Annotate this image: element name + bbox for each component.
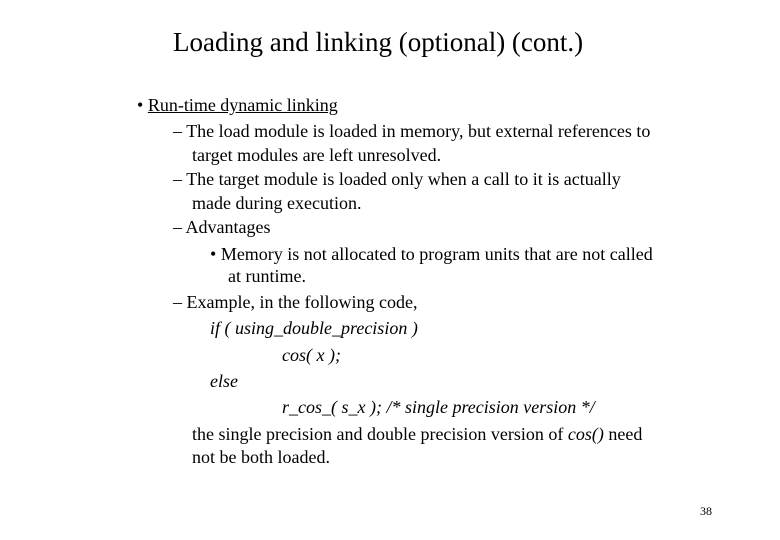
dash-marker: – xyxy=(173,121,182,141)
code-line: cos( x ); xyxy=(282,345,341,365)
function-name: cos() xyxy=(567,424,604,444)
dash-marker: – xyxy=(173,217,182,237)
code-line: if ( using_double_precision ) xyxy=(210,318,418,338)
sub-list-item-continuation: at runtime. xyxy=(228,266,306,286)
page-number: 38 xyxy=(700,504,712,518)
bullet-line xyxy=(137,93,338,117)
closing-line xyxy=(192,422,642,446)
closing-text: the single precision and double precision version of xyxy=(192,424,568,444)
closing-line-continuation: not be both loaded. xyxy=(192,447,330,467)
list-item xyxy=(173,290,417,314)
dash-marker: – xyxy=(173,169,182,189)
sub-list-item xyxy=(210,242,653,266)
closing-text-end: need xyxy=(603,424,643,444)
sub-bullet-marker: • xyxy=(210,244,217,264)
item-text: The target module is loaded only when a call to it is actually xyxy=(186,169,621,189)
bullet-heading: Run-time dynamic linking xyxy=(147,95,338,115)
bullet-marker: • xyxy=(137,95,144,115)
item-text: Advantages xyxy=(185,217,271,237)
dash-marker: – xyxy=(173,292,182,312)
list-item-continuation: target modules are left unresolved. xyxy=(192,145,442,165)
slide-title: Loading and linking (optional) (cont.) xyxy=(173,27,584,57)
sub-item-text: Memory is not allocated to program units that are not called xyxy=(220,244,653,264)
list-item xyxy=(173,119,650,143)
list-item xyxy=(173,167,621,191)
list-item xyxy=(173,215,271,239)
code-line: else xyxy=(210,371,238,391)
code-line: r_cos_( s_x ); /* single precision version */ xyxy=(282,397,595,417)
list-item-continuation: made during execution. xyxy=(192,193,362,213)
item-text: Example, in the following code, xyxy=(186,292,418,312)
item-text: The load module is loaded in memory, but external references to xyxy=(186,121,651,141)
